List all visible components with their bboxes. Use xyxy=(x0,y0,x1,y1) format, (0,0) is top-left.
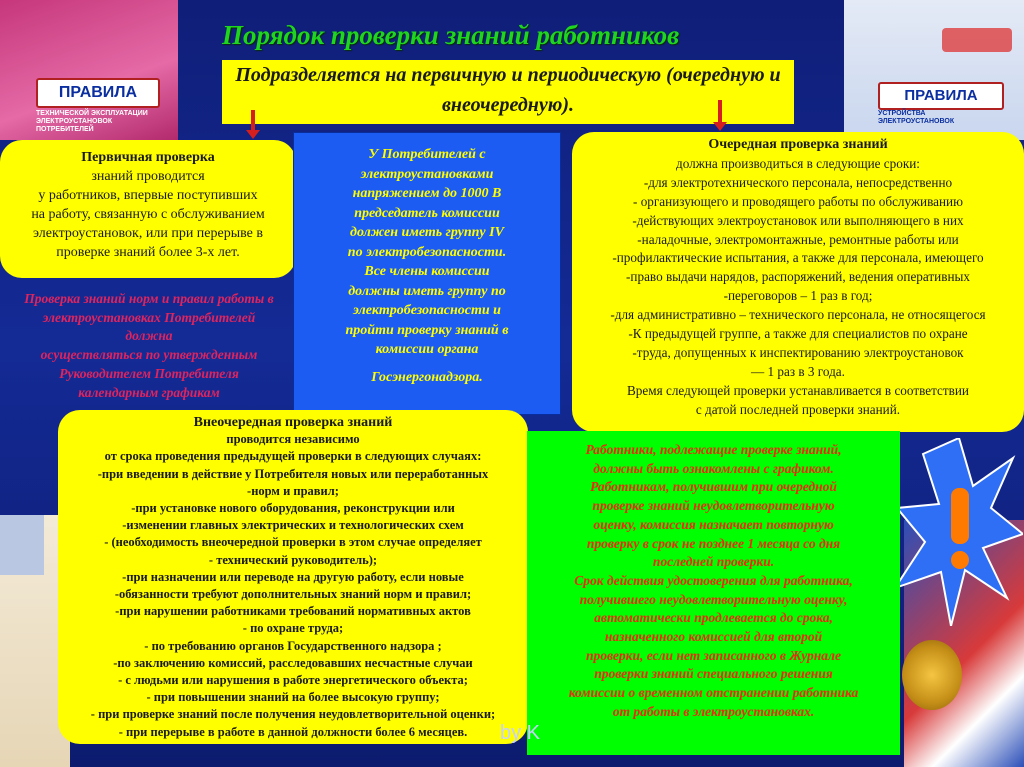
subtitle-line: Подразделяется на первичную и периодическую xyxy=(235,64,662,86)
periodic-line: -наладочные, электромонтажные, ремонтные работы или xyxy=(637,231,959,247)
book-cover-rules-left xyxy=(0,0,178,140)
repeat-line: оценку, комиссия назначает повторную xyxy=(593,516,834,532)
commission-line: Все члены комиссии xyxy=(364,264,490,279)
unscheduled-line: - при перерыве в работе в данной должности более 6 месяцев. xyxy=(118,724,468,739)
primary-line: у работников, впервые поступивших xyxy=(38,188,258,203)
unscheduled-line: - с людьми или нарушения в работе энергетического объекта; xyxy=(118,673,468,688)
unscheduled-line: -по заключению комиссий, расследовавших несчастные случаи xyxy=(113,655,473,670)
warning-star-icon xyxy=(895,438,1023,626)
unscheduled-line: - при повышении знаний на более высокую группу; xyxy=(146,690,440,705)
repeat-line: Работникам, получившим при очередной xyxy=(590,479,837,495)
repeat-line: получившего неудовлетворительную оценку, xyxy=(579,591,848,607)
repeat-line: автоматически продлевается до срока, xyxy=(594,610,833,626)
unscheduled-line: -при нарушении работниками требований нормативных актов xyxy=(115,604,471,619)
unscheduled-line: от срока проведения предыдущей проверки в следующих случаях: xyxy=(104,449,482,464)
arrow-down-icon xyxy=(713,100,727,131)
repeat-line: от работы в электроустановках. xyxy=(612,703,815,719)
page-title: Порядок проверки знаний работников xyxy=(222,20,680,50)
unscheduled-line: проводится независимо xyxy=(226,432,360,447)
periodic-line: -профилактические испытания, а также для персонала, имеющего xyxy=(612,250,984,266)
publisher-logo-icon xyxy=(942,28,1012,52)
unscheduled-line: -обязанности требуют дополнительных знаний норм и правил; xyxy=(114,587,472,602)
periodic-heading: Очередная проверка знаний xyxy=(708,137,888,152)
commission-line: напряжением до 1000 В xyxy=(352,186,502,201)
subtitle-banner xyxy=(222,60,794,124)
unscheduled-line: - по требованию органов Государственного надзора ; xyxy=(144,638,442,653)
periodic-line: должна производиться в следующие сроки: xyxy=(676,155,920,171)
book-logo-right: ПРАВИЛА xyxy=(878,82,1004,110)
periodic-line: -переговоров – 1 раз в год; xyxy=(723,288,873,304)
repeat-line: назначенного комиссией для второй xyxy=(604,629,823,645)
exclamation-dot xyxy=(951,551,969,569)
unscheduled-line: -при назначении или переводе на другую работу, если новые xyxy=(122,569,464,584)
book-right-line: ЭЛЕКТРОУСТАНОВОК xyxy=(878,118,955,125)
unscheduled-heading: Внеочередная проверка знаний xyxy=(193,415,393,430)
periodic-check-box xyxy=(572,132,1024,432)
note-line: Проверка знаний норм и правил работы в xyxy=(24,291,274,306)
repeat-line: проверки, если нет записанного в Журнале xyxy=(586,647,841,663)
unscheduled-line: -норм и правил; xyxy=(247,483,339,498)
primary-line: электроустановок, или при перерыве в xyxy=(33,226,263,241)
commission-line: комиссии органа xyxy=(375,342,479,357)
arrow-down-icon xyxy=(246,110,260,139)
periodic-line: -для административно – технического персонала, не относящегося xyxy=(610,307,986,323)
unscheduled-line: -изменении главных электрических и технологических схем xyxy=(122,518,464,533)
commission-box xyxy=(293,132,561,415)
periodic-line: -для электротехнического персонала, непосредственно xyxy=(643,174,953,190)
note-line: должна xyxy=(125,328,173,344)
schedule-note xyxy=(6,290,292,402)
periodic-line: -К предыдущей группе, а также для специалистов по охране xyxy=(628,326,968,342)
primary-heading: Первичная проверка xyxy=(81,150,215,165)
commission-line: Госэнергонадзора. xyxy=(371,369,483,385)
book-subtitle-left xyxy=(36,110,160,134)
note-line: электроустановках Потребителей xyxy=(42,309,256,325)
commission-line: пройти проверку знаний в xyxy=(345,322,509,338)
primary-check-box xyxy=(0,140,296,278)
periodic-line: -труда, допущенных к инспектированию электроустановок xyxy=(632,344,964,360)
repeat-check-box xyxy=(527,431,900,755)
book-subtitle-right xyxy=(878,110,1002,126)
periodic-line: Время следующей проверки устанавливается в соответствии xyxy=(627,382,969,398)
repeat-line: должны быть ознакомлены с графиком. xyxy=(593,460,834,476)
unscheduled-line: - (необходимость внеочередной проверки в этом случае определяет xyxy=(104,535,482,550)
book-left-line: ПОТРЕБИТЕЛЕЙ xyxy=(36,126,94,133)
note-line: Руководителем Потребителя xyxy=(59,365,239,381)
commission-line: электробезопасности и xyxy=(353,303,501,318)
repeat-line: Работники, подлежащие проверке знаний, xyxy=(585,442,842,457)
unscheduled-line: -при введении в действие у Потребителя новых или переработанных xyxy=(97,466,489,481)
coat-of-arms-icon xyxy=(902,640,962,710)
commission-line: электроустановками xyxy=(360,166,494,182)
repeat-line: последней проверки. xyxy=(652,554,775,570)
repeat-line: Срок действия удостоверения для работника, xyxy=(574,572,853,588)
primary-line: проверке знаний более 3-х лет. xyxy=(56,245,240,260)
periodic-line: с датой последней проверки знаний. xyxy=(695,401,901,417)
repeat-line: проверке знаний неудовлетворительную xyxy=(592,498,835,514)
note-line: осуществляться по утвержденным xyxy=(40,347,258,363)
book-left-line: ТЕХНИЧЕСКОЙ ЭКСПЛУАТАЦИИ xyxy=(36,110,148,117)
periodic-line: -право выдачи нарядов, распоряжений, ведения оперативных xyxy=(626,269,970,285)
unscheduled-line: - технический руководитель); xyxy=(208,552,378,567)
commission-line: должны иметь группу по xyxy=(348,283,506,299)
unscheduled-check-box xyxy=(58,410,528,744)
repeat-line: комиссии о временном отстранении работника xyxy=(568,685,859,701)
repeat-line: проверку в срок не позднее 1 месяца со дня xyxy=(586,535,841,551)
book-left-line: ЭЛЕКТРОУСТАНОВОК xyxy=(36,118,113,125)
unscheduled-line: -при установке нового оборудования, реконструкции или xyxy=(131,501,455,516)
book-right-line: УСТРОЙСТВА xyxy=(878,110,926,117)
commission-line: председатель комиссии xyxy=(354,205,500,221)
book-cover-rules-right xyxy=(844,0,1024,140)
book-cover-corner xyxy=(0,515,44,575)
periodic-line: - организующего и проводящего работы по обслуживанию xyxy=(633,193,963,209)
unscheduled-line: - по охране труда; xyxy=(242,621,344,636)
primary-line: на работу, связанную с обслуживанием xyxy=(31,207,265,222)
note-line: календарным графикам xyxy=(78,384,220,400)
watermark-text: by K xyxy=(500,722,541,744)
primary-line: знаний проводится xyxy=(91,169,205,184)
subtitle-line: (очередную и внеочередную). xyxy=(441,64,781,116)
periodic-line: -действующих электроустановок или выполняющего в них xyxy=(632,212,964,228)
repeat-line: проверки знаний специального решения xyxy=(594,666,833,682)
commission-line: У Потребителей с xyxy=(368,147,486,162)
commission-line: по электробезопасности. xyxy=(347,244,507,260)
exclamation-bar xyxy=(951,488,969,544)
book-logo-left: ПРАВИЛА xyxy=(36,78,160,108)
periodic-line: — 1 раз в 3 года. xyxy=(751,363,845,379)
unscheduled-line: - при проверке знаний после получения неудовлетворительной оценки; xyxy=(90,707,496,722)
commission-line: должен иметь группу IV xyxy=(350,225,504,240)
